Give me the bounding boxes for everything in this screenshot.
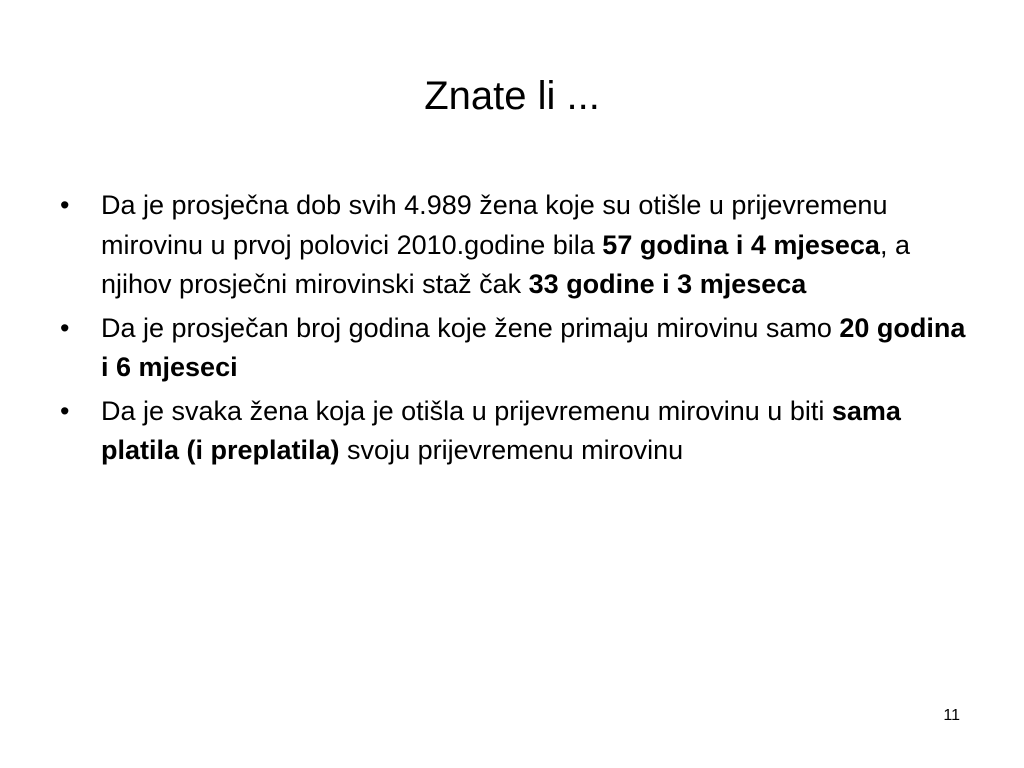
bullet-item-2 [60, 309, 980, 388]
bullet-list [60, 186, 980, 475]
bullet-emphasis: sama platila (i preplatila) [101, 395, 901, 465]
bullet-emphasis: 20 godina i 6 mjeseci [101, 312, 966, 382]
bullet-marker: • [60, 395, 70, 426]
bullet-emphasis: 57 godina i 4 mjeseca [602, 229, 880, 260]
page-number: 11 [943, 707, 960, 724]
bullet-text: Da je prosječan broj godina koje žene primaju mirovinu samo [101, 312, 840, 343]
bullet-item-3 [60, 392, 980, 471]
bullet-text: Da je prosječna dob svih 4.989 žena koje su otišle u prijevremenu mirovinu u prvoj polovici 2010.godine bila [101, 190, 888, 260]
bullet-emphasis: 33 godine i 3 mjeseca [528, 269, 807, 299]
bullet-text: svoju prijevremenu mirovinu [339, 435, 684, 465]
slide-title: Znate li ... [424, 74, 600, 118]
bullet-text: Da je svaka žena koja je otišla u prijevremenu mirovinu u biti [101, 395, 832, 426]
bullet-marker: • [60, 190, 70, 220]
bullet-marker: • [60, 312, 70, 343]
bullet-text: , a njihov prosječni mirovinski staž čak [101, 229, 910, 299]
bullet-item-1 [60, 186, 980, 305]
